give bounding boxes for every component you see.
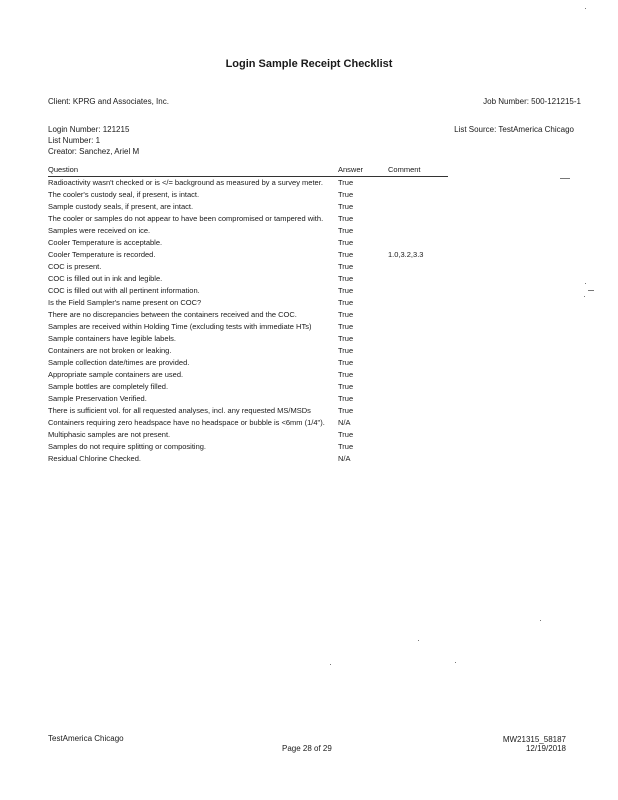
question-cell: Radioactivity wasn't checked or is </= background as measured by a survey meter. bbox=[48, 178, 323, 187]
answer-cell: True bbox=[338, 238, 354, 247]
table-row bbox=[48, 273, 448, 285]
answer-cell: True bbox=[338, 334, 354, 343]
answer-cell: True bbox=[338, 214, 354, 223]
answer-cell: True bbox=[338, 346, 354, 355]
question-cell: COC is filled out in ink and legible. bbox=[48, 274, 163, 283]
question-cell: Appropriate sample containers are used. bbox=[48, 370, 184, 379]
table-row bbox=[48, 345, 448, 357]
answer-cell: True bbox=[338, 382, 354, 391]
answer-cell: True bbox=[338, 202, 354, 211]
answer-cell: True bbox=[338, 358, 354, 367]
question-cell: COC is present. bbox=[48, 262, 102, 271]
scan-speck bbox=[540, 620, 541, 621]
table-row bbox=[48, 177, 448, 190]
answer-cell: True bbox=[338, 442, 354, 451]
table-row bbox=[48, 225, 448, 237]
answer-cell: N/A bbox=[338, 454, 351, 463]
comment-cell bbox=[388, 393, 448, 405]
question-cell: Samples were received on ice. bbox=[48, 226, 151, 235]
answer-cell: True bbox=[338, 178, 354, 187]
footer-lab: TestAmerica Chicago bbox=[48, 734, 124, 743]
footer-doc-id: MW21315_58187 bbox=[502, 735, 566, 744]
comment-cell bbox=[388, 369, 448, 381]
job-number: Job Number: 500-121215-1 bbox=[483, 97, 581, 106]
answer-cell: True bbox=[338, 322, 354, 331]
question-cell: Sample collection date/times are provided. bbox=[48, 358, 190, 367]
table-row bbox=[48, 321, 448, 333]
comment-cell bbox=[388, 213, 448, 225]
scan-speck bbox=[455, 662, 456, 663]
table-row bbox=[48, 297, 448, 309]
comment-cell bbox=[388, 321, 448, 333]
answer-cell: True bbox=[338, 430, 354, 439]
question-cell: Residual Chlorine Checked. bbox=[48, 454, 141, 463]
comment-cell bbox=[388, 225, 448, 237]
question-cell: There are no discrepancies between the containers received and the COC. bbox=[48, 310, 297, 319]
table-row bbox=[48, 237, 448, 249]
answer-cell: True bbox=[338, 286, 354, 295]
comment-cell bbox=[388, 429, 448, 441]
comment-cell bbox=[388, 405, 448, 417]
answer-cell: True bbox=[338, 190, 354, 199]
table-row bbox=[48, 333, 448, 345]
scan-speck bbox=[560, 178, 570, 179]
question-cell: Sample custody seals, if present, are intact. bbox=[48, 202, 194, 211]
footer-page-number: Page 28 of 29 bbox=[282, 744, 332, 753]
client-name: Client: KPRG and Associates, Inc. bbox=[48, 97, 169, 106]
comment-cell bbox=[388, 441, 448, 453]
comment-cell: 1.0,3.2,3.3 bbox=[388, 250, 424, 259]
table-row bbox=[48, 309, 448, 321]
question-cell: There is sufficient vol. for all requested analyses, incl. any requested MS/MSDs bbox=[48, 406, 311, 415]
table-row bbox=[48, 429, 448, 441]
list-source: List Source: TestAmerica Chicago bbox=[454, 125, 574, 134]
table-row bbox=[48, 213, 448, 225]
question-cell: Sample bottles are completely filled. bbox=[48, 382, 169, 391]
scan-speck bbox=[585, 283, 586, 284]
comment-cell bbox=[388, 273, 448, 285]
column-header-comment: Comment bbox=[388, 164, 448, 177]
comment-cell bbox=[388, 417, 448, 429]
table-row bbox=[48, 441, 448, 453]
comment-cell bbox=[388, 285, 448, 297]
answer-cell: True bbox=[338, 274, 354, 283]
table-row bbox=[48, 381, 448, 393]
answer-cell: True bbox=[338, 406, 354, 415]
answer-cell: True bbox=[338, 298, 354, 307]
scan-speck bbox=[330, 664, 331, 665]
comment-cell bbox=[388, 309, 448, 321]
comment-cell bbox=[388, 381, 448, 393]
column-header-answer: Answer bbox=[338, 164, 388, 177]
comment-cell bbox=[388, 357, 448, 369]
scan-speck bbox=[588, 290, 594, 291]
comment-cell bbox=[388, 297, 448, 309]
answer-cell: True bbox=[338, 262, 354, 271]
page-title: Login Sample Receipt Checklist bbox=[225, 58, 393, 70]
table-row bbox=[48, 357, 448, 369]
checklist-table bbox=[48, 164, 448, 465]
comment-cell bbox=[388, 237, 448, 249]
comment-cell bbox=[388, 453, 448, 465]
question-cell: The cooler or samples do not appear to have been compromised or tampered with. bbox=[48, 214, 324, 223]
footer-date: 12/19/2018 bbox=[525, 744, 566, 753]
answer-cell: True bbox=[338, 394, 354, 403]
question-cell: The cooler's custody seal, if present, is intact. bbox=[48, 190, 200, 199]
question-cell: Sample Preservation Verified. bbox=[48, 394, 147, 403]
comment-cell bbox=[388, 261, 448, 273]
login-number: Login Number: 121215 bbox=[48, 125, 130, 134]
comment-cell bbox=[388, 177, 448, 190]
table-row bbox=[48, 405, 448, 417]
creator: Creator: Sanchez, Ariel M bbox=[48, 147, 140, 156]
table-header-row bbox=[48, 164, 448, 177]
question-cell: Containers are not broken or leaking. bbox=[48, 346, 172, 355]
scan-speck bbox=[585, 8, 586, 9]
table-row bbox=[48, 189, 448, 201]
table-row bbox=[48, 261, 448, 273]
answer-cell: True bbox=[338, 370, 354, 379]
comment-cell bbox=[388, 201, 448, 213]
scan-speck bbox=[418, 640, 419, 641]
table-row bbox=[48, 393, 448, 405]
question-cell: Is the Field Sampler's name present on COC? bbox=[48, 298, 202, 307]
question-cell: Samples are received within Holding Time (excluding tests with immediate HTs) bbox=[48, 322, 312, 331]
comment-cell bbox=[388, 333, 448, 345]
question-cell: Multiphasic samples are not present. bbox=[48, 430, 171, 439]
column-header-question: Question bbox=[48, 164, 338, 177]
table-row bbox=[48, 453, 448, 465]
question-cell: COC is filled out with all pertinent information. bbox=[48, 286, 200, 295]
answer-cell: N/A bbox=[338, 418, 351, 427]
list-number: List Number: 1 bbox=[48, 136, 101, 145]
question-cell: Containers requiring zero headspace have no headspace or bubble is <6mm (1/4"). bbox=[48, 418, 325, 427]
table-row bbox=[48, 201, 448, 213]
answer-cell: True bbox=[338, 310, 354, 319]
answer-cell: True bbox=[338, 226, 354, 235]
question-cell: Cooler Temperature is acceptable. bbox=[48, 238, 163, 247]
question-cell: Cooler Temperature is recorded. bbox=[48, 250, 156, 259]
table-row bbox=[48, 249, 448, 261]
comment-cell bbox=[388, 345, 448, 357]
answer-cell: True bbox=[338, 250, 354, 259]
table-row bbox=[48, 417, 448, 429]
question-cell: Samples do not require splitting or compositing. bbox=[48, 442, 206, 451]
table-row bbox=[48, 369, 448, 381]
table-row bbox=[48, 285, 448, 297]
comment-cell bbox=[388, 189, 448, 201]
question-cell: Sample containers have legible labels. bbox=[48, 334, 176, 343]
scan-speck bbox=[584, 296, 585, 297]
